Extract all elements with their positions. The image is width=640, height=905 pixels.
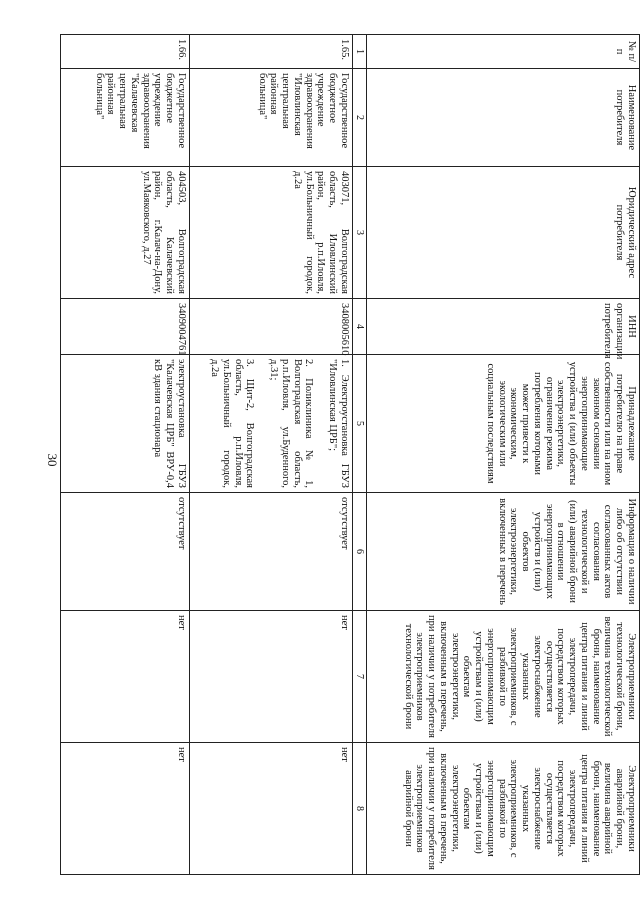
row-number: 1.66. <box>60 35 189 69</box>
table-header-row <box>367 35 640 875</box>
page-number: 30 <box>45 453 60 467</box>
row-number: 1.65. <box>189 35 352 69</box>
table-row <box>189 35 352 875</box>
inn-value: 3409004761 <box>60 299 189 355</box>
acts-info: отсутствует <box>60 493 189 611</box>
column-number: 2 <box>352 69 366 167</box>
legal-address: 403071, Волгоградская область, Иловлинский район, р.п.Иловля, ул.Больничный городок, д.2а <box>189 167 352 299</box>
power-devices <box>60 355 189 493</box>
acts-info: отсутствует <box>189 493 352 611</box>
header-inn: ИНН организации потребителя <box>367 299 640 355</box>
power-device-item: электроустановка ГБУЗ "Калачевская ЦРБ" ВРУ-0,4 кВ здания стационара <box>152 359 187 488</box>
emergency-reserve: нет <box>189 743 352 875</box>
column-number: 1 <box>352 35 366 69</box>
power-devices <box>189 355 352 493</box>
column-number: 5 <box>352 355 366 493</box>
column-number: 4 <box>352 299 366 355</box>
column-number: 6 <box>352 493 366 611</box>
column-number: 8 <box>352 743 366 875</box>
tech-reserve: нет <box>60 611 189 743</box>
consumer-name: Государственное бюджетное учреждение здравоохранения "Калачевская центральная районная больница" <box>60 69 189 167</box>
column-number: 7 <box>352 611 366 743</box>
table-row <box>60 35 189 875</box>
tech-reserve: нет <box>189 611 352 743</box>
legal-address: 404503, Волгоградская область, Калачевский район, г.Калач-на-Дону, ул.Маяковского, д.27 <box>60 167 189 299</box>
power-device-item: 2. Поликлиника № 1, Волгоградская область, р.п.Иловля, ул.Буденного, д.31; <box>268 359 315 488</box>
power-device-item: 1. Электроустановка ГБУЗ "Иловлинская ЦРБ"; <box>327 359 350 488</box>
header-power-devices: Принадлежащие потребителю на праве собственности или на ином законном основании энергопринимающие устройства и (или) объекты электроэнергетики, ограничение режима потребления которыми может привести к экономическим, экологическим или социальным последствиям <box>367 355 640 493</box>
power-device-item: 3. Щит-2, Волгоградская область, р.п.Иловля, ул.Больничный городок, д.2а <box>209 359 256 488</box>
header-consumer-name: Наименование потребителя <box>367 69 640 167</box>
rotated-document <box>60 0 640 905</box>
consumers-table <box>60 34 640 875</box>
column-number: 3 <box>352 167 366 299</box>
header-legal-address: Юридический адрес потребителя <box>367 167 640 299</box>
column-number-row <box>352 35 366 875</box>
header-emergency-reserve: Электроприемники аварийной брони, величина аварийной брони, наименование центра питания и линий электропередачи, посредством которых осуществляется электроснабжение указанных электроприемников, с разбивкой по энергопринимающим устройствам и (или) объектам электроэнергетики, включенным в перечень, при наличии у потребителя электроприемников аварийной брони <box>367 743 640 875</box>
header-acts-info: Информация о наличии либо об отсутствии согласованных актов согласования технологической и (или) аварийной брони в отношении энергопринимающих устройств и (или) объектов электроэнергетики, включенных в перечень <box>367 493 640 611</box>
header-tech-reserve: Электроприемники технологической брони, величина технологической брони, наименование центра питания и линий электропередачи, посредством которых осуществляется электроснабжение указанных электроприемников, с разбивкой по энергопринимающим устройствам и (или) объектам электроэнергетики, включенным в перечень, при наличии у потребителя электроприемников технологической брони <box>367 611 640 743</box>
emergency-reserve: нет <box>60 743 189 875</box>
header-number: № п/п <box>367 35 640 69</box>
consumer-name: Государственное бюджетное учреждение здравоохранения "Иловлинская центральная районная больница" <box>189 69 352 167</box>
inn-value: 3408005610 <box>189 299 352 355</box>
